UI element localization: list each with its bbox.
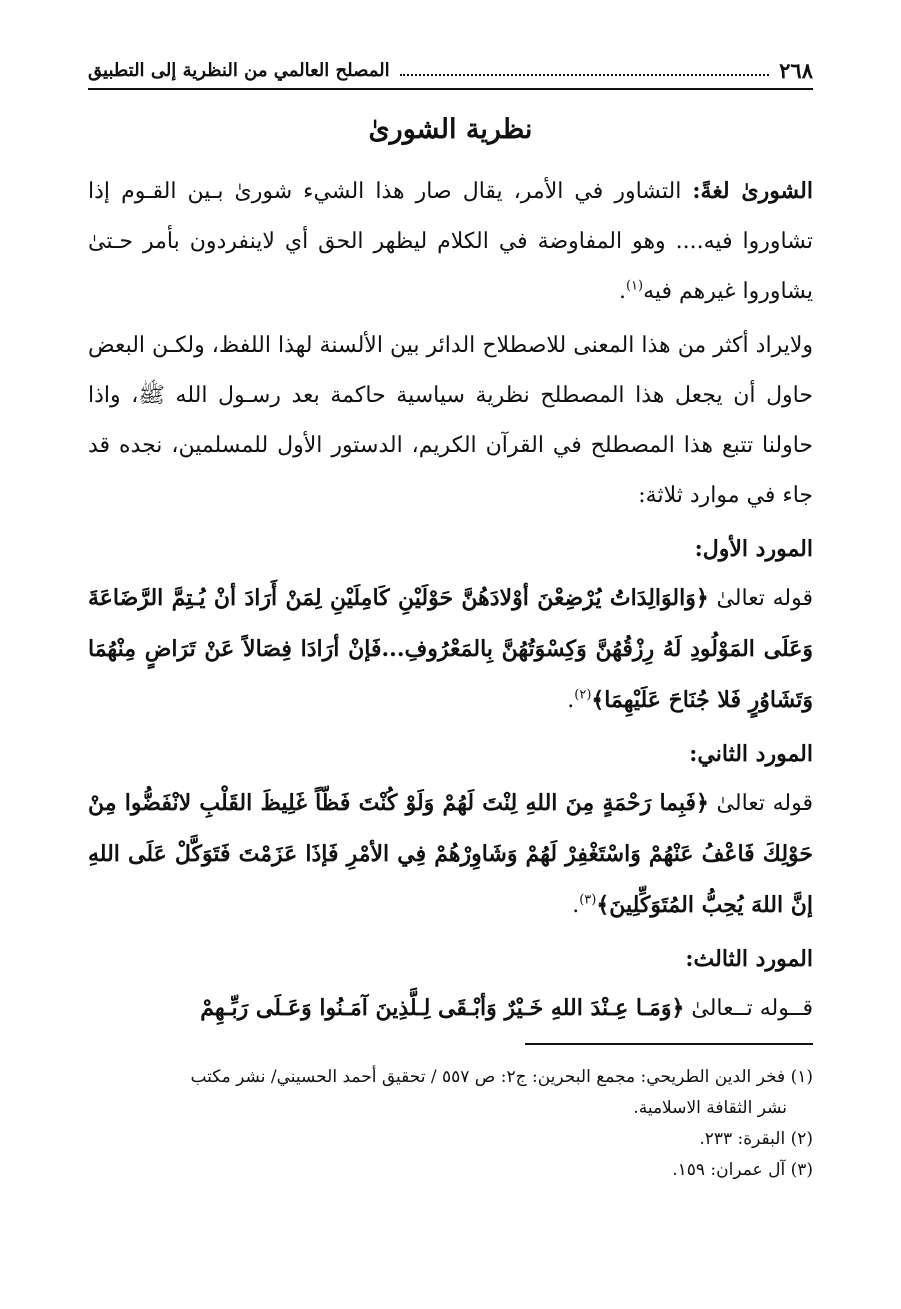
- footnote-ref-2: (٢): [574, 687, 592, 703]
- definition-paragraph: الشورىٰ لغةً: التشاور في الأمر، يقال صار هذا الشيء شورىٰ بـين القـوم إذا تشاوروا فيه.... وهو المفاوضة في الكلام ليظهر الحق أي لاينفردون بأمر حـتىٰ يشاوروا غيرهم فيه$^{(١)}$.: [88, 178, 814, 304]
- footnote-3: (٣) آل عمران: ١٥٩.: [672, 1160, 813, 1180]
- footnote-1-continuation: نشر الثقافة الاسلامية.: [633, 1098, 787, 1118]
- footnote-separator: [525, 1043, 813, 1045]
- definition-text: التشاور في الأمر، يقال صار هذا الشيء شورىٰ بـين القـوم إذا تشاوروا فيه.... وهو المفاوضة في الكلام ليظهر الحق أي لاينفردون بأمر حـتىٰ يشاوروا غيرهم فيه: [88, 179, 813, 304]
- first-occurrence-paragraph: قوله تعالىٰ ﴿وَالوَالِدَاتُ يُرْضِعْنَ أوْلادَهُنَّ حَوْلَيْنِ كَامِلَيْنِ لِمَنْ أَرَادَ أنْ يُـتِمَّ الرَّضَاعَةَ وَعَلَى المَوْلُودِ لَهُ رِزْقُهُنَّ وَكِسْوَتُهُنَّ بِالمَعْرُوفِ...فَإنْ أرَادَا فِصَالاً عَنْ تَرَاضٍ مِنْهُمَا وَتَشَاوُرٍ فَلا جُنَاحَ عَلَيْهِمَا﴾$^{(٢)}$.: [88, 585, 813, 713]
- second-occurrence-heading: المورد الثاني:: [689, 741, 813, 767]
- footnote-ref-1: (١): [625, 278, 644, 294]
- context-paragraph: ولايراد أكثر من هذا المعنى للاصطلاح الدائر بين الألسنة لهذا اللفظ، ولكـن البعض حاول أن يجعل هذا المصطلح نظرية سياسية حاكمة بعد رسـول الله ﷺ، واذا حاولنا تتبع هذا المصطلح في القرآن الكريم، الدستور الأول للمسلمين، نجده قد جاء في موارد ثلاثة:: [88, 333, 813, 508]
- page-number: ٢٦٨: [779, 57, 813, 83]
- quran-verse-2: ﴿فَبِما رَحْمَةٍ مِنَ اللهِ لِنْتَ لَهُمْ وَلَوْ كُنْتَ فَظّاً غَلِيظَ القَلْبِ لانْفَضُّوا مِنْ حَوْلِكَ فَاعْفُ عَنْهُمْ وَاسْتَغْفِرْ لَهُمْ وَشَاوِرْهُمْ فِي الأمْرِ فَإذَا عَزَمْتَ فَتَوَكَّلْ عَلَى اللهِ إنَّ اللهَ يُحِبُّ المُتَوَكِّلِينَ﴾: [88, 790, 813, 918]
- footnote-1: (١) فخر الدين الطريحي: مجمع البحرين: ج٢: ص ٥٥٧ / تحقيق أحمد الحسيني/ نشر مكتب: [190, 1067, 813, 1087]
- footnotes: [88, 1062, 813, 1186]
- running-title: المصلح العالمي من النظرية إلى التطبيق: [88, 59, 390, 81]
- first-occurrence-heading: المورد الأول:: [694, 536, 813, 562]
- quran-verse-3: ﴿وَمَـا عِـنْدَ اللهِ خَـيْرٌ وَأبْـقَى لِـلَّذِينَ آمَـنُوا وَعَـلَى رَبِّـهِمْ: [200, 995, 685, 1021]
- running-header: [88, 52, 813, 90]
- footnote-ref-3: (٣): [579, 892, 597, 908]
- second-occurrence-paragraph: قوله تعالىٰ ﴿فَبِما رَحْمَةٍ مِنَ اللهِ لِنْتَ لَهُمْ وَلَوْ كُنْتَ فَظّاً غَلِيظَ القَلْبِ لانْفَضُّوا مِنْ حَوْلِكَ فَاعْفُ عَنْهُمْ وَاسْتَغْفِرْ لَهُمْ وَشَاوِرْهُمْ فِي الأمْرِ فَإذَا عَزَمْتَ فَتَوَكَّلْ عَلَى اللهِ إنَّ اللهَ يُحِبُّ المُتَوَكِّلِينَ﴾$^{(٣)}$.: [88, 790, 813, 918]
- footnote-2: (٢) البقرة: ٢٣٣.: [699, 1129, 813, 1149]
- section-title: نظرية الشورىٰ: [368, 114, 533, 145]
- definition-lead: الشورىٰ لغةً:: [692, 178, 814, 204]
- quran-verse-1: ﴿وَالوَالِدَاتُ يُرْضِعْنَ أوْلادَهُنَّ حَوْلَيْنِ كَامِلَيْنِ لِمَنْ أَرَادَ أنْ يُـتِمَّ الرَّضَاعَةَ وَعَلَى المَوْلُودِ لَهُ رِزْقُهُنَّ وَكِسْوَتُهُنَّ بِالمَعْرُوفِ...فَإنْ أرَادَا فِصَالاً عَنْ تَرَاضٍ مِنْهُمَا وَتَشَاوُرٍ فَلا جُنَاحَ عَلَيْهِمَا﴾: [88, 585, 813, 713]
- third-occurrence-paragraph: قــوله تــعالىٰ ﴿وَمَـا عِـنْدَ اللهِ خَـيْرٌ وَأبْـقَى لِـلَّذِينَ آمَـنُوا وَعَـلَى رَبِّـهِمْ: [200, 995, 813, 1021]
- page-body: [88, 108, 813, 1038]
- third-occurrence-heading: المورد الثالث:: [685, 946, 813, 972]
- header-dot-leader: [400, 73, 770, 76]
